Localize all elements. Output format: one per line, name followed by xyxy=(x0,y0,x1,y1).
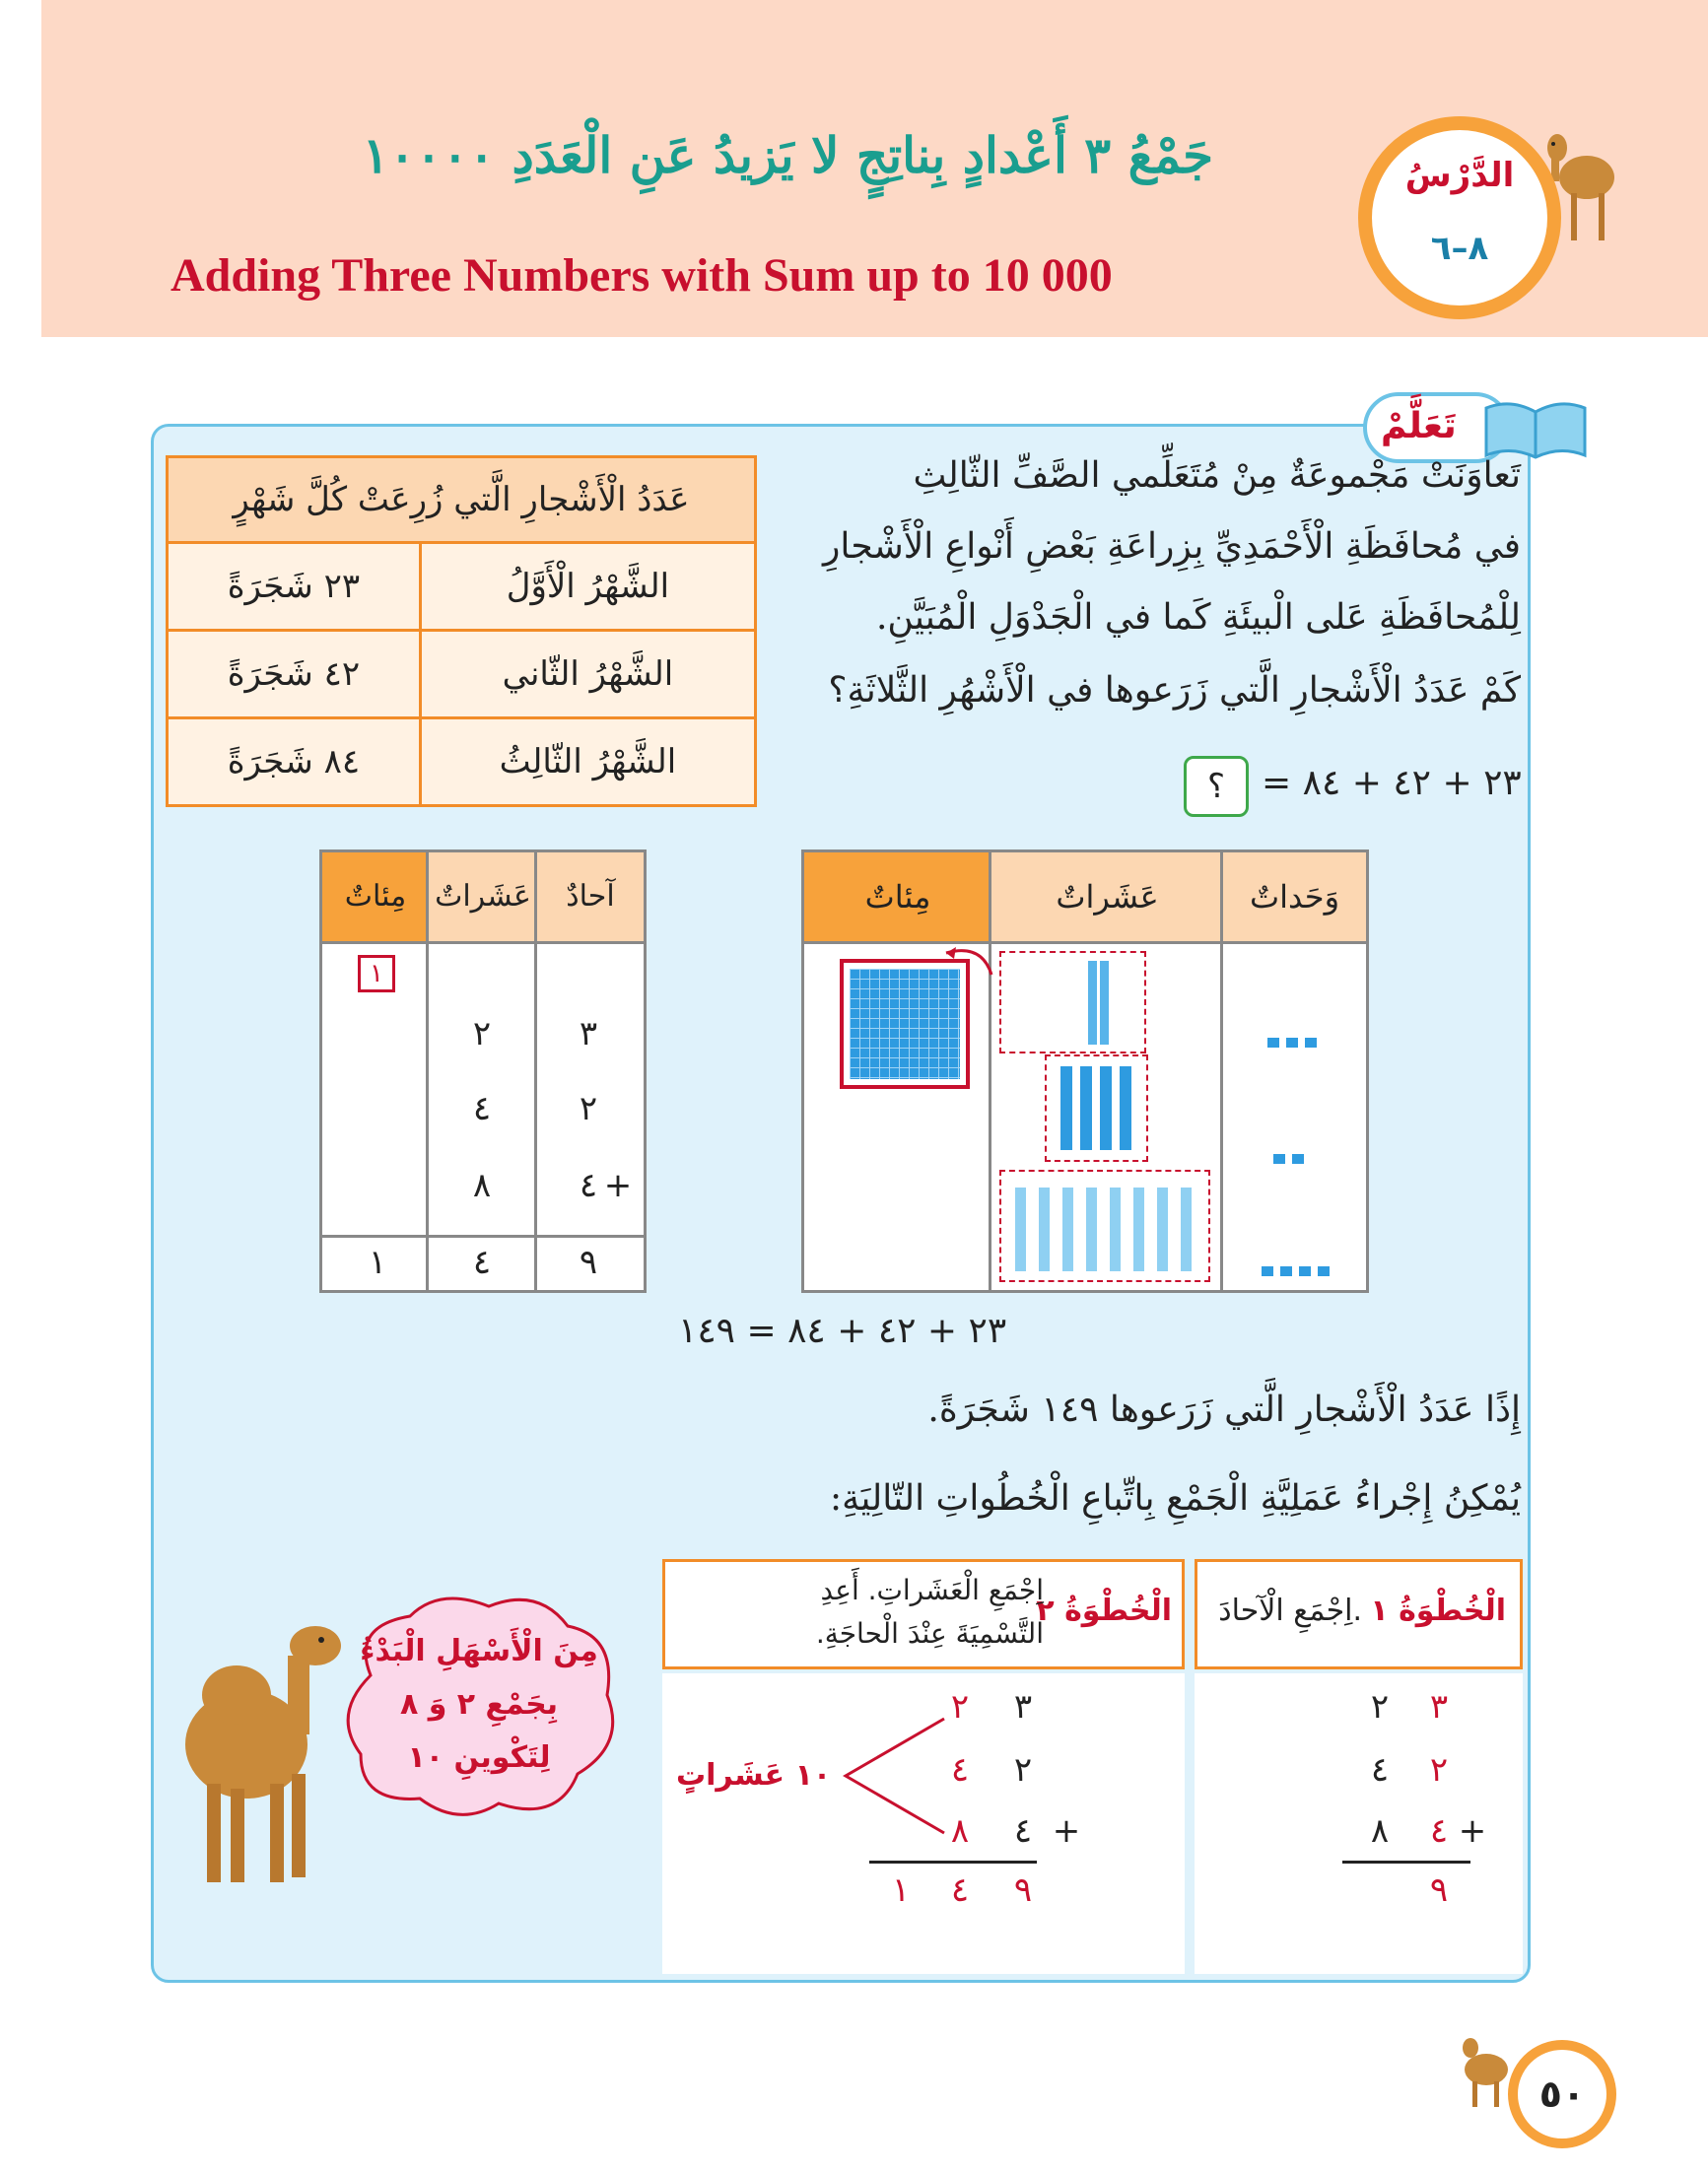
equation-question: ٢٣ + ٤٢ + ٨٤ = xyxy=(1262,763,1522,803)
ones-header: وَحَداتٌ xyxy=(1223,852,1366,941)
carry-digit: ١ xyxy=(358,955,395,992)
regroup-arrow-icon xyxy=(932,939,1001,979)
learn-line-3: لِلْمُحافَظَةِ عَلى الْبيئَةِ كَما في الْجَدْوَلِ الْمُبَيَّنِ. xyxy=(875,597,1521,638)
digit: ٤ xyxy=(472,1089,492,1128)
digit: ٤ xyxy=(579,1166,598,1205)
digit: ١ xyxy=(891,1870,911,1910)
camel-icon xyxy=(1457,2030,1516,2109)
page-number: ٥٠ xyxy=(1538,2072,1586,2116)
month-label: الشَّهْرُ الثّاني xyxy=(420,631,755,718)
month-label: الشَّهْرُ الثّالِثُ xyxy=(420,718,755,806)
digit: ٩ xyxy=(1013,1870,1033,1910)
digit: ٤ xyxy=(1370,1750,1390,1790)
step-1-text: اِجْمَعِ الْآحادَ. xyxy=(1218,1594,1362,1628)
tree-count: ٤٢ شَجَرَةً xyxy=(168,631,421,718)
digit: ١ xyxy=(368,1243,387,1282)
step-1-label: الْخُطْوَةُ ١ xyxy=(1370,1594,1506,1628)
digit: ٣ xyxy=(1013,1687,1033,1727)
tens-header: عَشَراتٌ xyxy=(991,852,1223,941)
digit: ٤ xyxy=(950,1870,970,1910)
digit: ٢ xyxy=(1013,1750,1033,1790)
camel-icon xyxy=(168,1596,355,1892)
digit: ٢ xyxy=(950,1687,970,1727)
open-book-icon xyxy=(1481,398,1590,461)
lesson-number: ٨–٦ xyxy=(1430,229,1489,268)
lesson-title-en: Adding Three Numbers with Sum up to 10 000 xyxy=(171,249,1113,302)
tree-count: ٢٣ شَجَرَةً xyxy=(168,543,421,631)
trees-table-header: عَدَدُ الْأَشْجارِ الَّتي زُرِعَتْ كُلَّ شَهْرٍ xyxy=(168,457,756,543)
hint-line-2: بِجَمْعِ ٢ وَ ٨ xyxy=(399,1687,559,1722)
bracket-icon xyxy=(838,1709,946,1843)
digit: ٢ xyxy=(472,1014,492,1053)
step-2-text-1: اِجْمَعِ الْعَشَراتِ. أَعِدِ xyxy=(820,1574,1044,1606)
plus-sign: + xyxy=(603,1166,633,1205)
step-2-header xyxy=(662,1559,1185,1669)
lesson-label: الدَّرْسُ xyxy=(1404,156,1515,195)
learn-line-2: في مُحافَظَةِ الْأَحْمَدِيِّ بِزِراعَةِ بَعْضِ أَنْواعِ الْأَشْجارِ xyxy=(822,526,1521,567)
digit: ٤ xyxy=(1429,1811,1449,1851)
tens-group-42 xyxy=(1045,1054,1148,1162)
plus-sign: + xyxy=(1458,1811,1487,1851)
step-1-header xyxy=(1195,1559,1523,1669)
tree-count: ٨٤ شَجَرَةً xyxy=(168,718,421,806)
digit: ٩ xyxy=(1429,1870,1449,1910)
table-row xyxy=(168,631,756,718)
digit: ٤ xyxy=(472,1243,492,1282)
lesson-badge xyxy=(1358,116,1561,319)
learn-tag-label: تَعَلَّمْ xyxy=(1381,406,1457,446)
hint-line-1: مِنَ الْأَسْهَلِ الْبَدْءُ xyxy=(360,1634,598,1668)
page-number-badge xyxy=(1508,2040,1616,2148)
digit: ٩ xyxy=(579,1243,598,1282)
trees-table xyxy=(166,455,757,807)
month-label: الشَّهْرُ الْأَوَّلُ xyxy=(420,543,755,631)
hundreds-header: مِئاتٌ xyxy=(322,852,429,941)
step-1-panel xyxy=(1195,1673,1523,1974)
answer-box[interactable]: ؟ xyxy=(1184,756,1249,817)
base-ten-blocks-chart xyxy=(801,849,1369,1293)
plus-sign: + xyxy=(1052,1811,1081,1851)
digit: ٨ xyxy=(472,1166,492,1205)
step-2-label: الْخُطْوَةُ ٢ xyxy=(1036,1594,1172,1628)
steps-intro: يُمْكِنُ إِجْراءُ عَمَلِيَّةِ الْجَمْعِ بِاتِّباعِ الْخُطُواتِ التّالِيَةِ: xyxy=(830,1478,1521,1519)
ones-units-2 xyxy=(1273,1154,1305,1164)
digit: ٨ xyxy=(1370,1811,1390,1851)
digit: ٢ xyxy=(1370,1687,1390,1727)
tens-header: عَشَراتٌ xyxy=(429,852,537,941)
digit: ٢ xyxy=(1429,1750,1449,1790)
hint-line-3: لِتَكْوينِ ١٠ xyxy=(407,1740,551,1775)
conclusion: إِذًا عَدَدُ الْأَشْجارِ الَّتي زَرَعوها ١٤٩ شَجَرَةً. xyxy=(927,1390,1521,1430)
ones-header: آحادٌ xyxy=(537,852,644,941)
place-value-chart xyxy=(319,849,647,1293)
digit: ٢ xyxy=(579,1089,598,1128)
hundreds-header: مِئاتٌ xyxy=(804,852,991,941)
table-row xyxy=(168,543,756,631)
regroup-note: ١٠ عَشَراتٍ xyxy=(676,1758,832,1793)
ones-units-4 xyxy=(1262,1266,1332,1276)
step-2-text-2: التَّسْمِيَةَ عِنْدَ الْحاجَةِ. xyxy=(815,1617,1044,1650)
digit: ٤ xyxy=(950,1750,970,1790)
result-equation: ٢٣ + ٤٢ + ٨٤ = ١٤٩ xyxy=(678,1311,1007,1351)
digit: ٣ xyxy=(579,1014,598,1053)
table-row xyxy=(168,718,756,806)
ones-units-3 xyxy=(1267,1038,1319,1048)
tens-group-23 xyxy=(999,951,1146,1053)
learn-question: كَمْ عَدَدُ الْأَشْجارِ الَّتي زَرَعوها في الْأَشْهُرِ الثَّلاثَةِ؟ xyxy=(828,670,1521,711)
digit: ٨ xyxy=(950,1811,970,1851)
lesson-title-ar: جَمْعُ ٣ أَعْدادٍ بِناتِجٍ لا يَزيدُ عَنِ الْعَدَدِ ١٠٠٠٠ xyxy=(362,126,1213,184)
tens-group-84 xyxy=(999,1170,1210,1282)
digit: ٣ xyxy=(1429,1687,1449,1727)
digit: ٤ xyxy=(1013,1811,1033,1851)
learn-line-1: تَعاوَنَتْ مَجْموعَةٌ مِنْ مُتَعَلِّمي الصَّفِّ الثّالِثِ xyxy=(913,455,1521,496)
step-2-panel xyxy=(662,1673,1185,1974)
